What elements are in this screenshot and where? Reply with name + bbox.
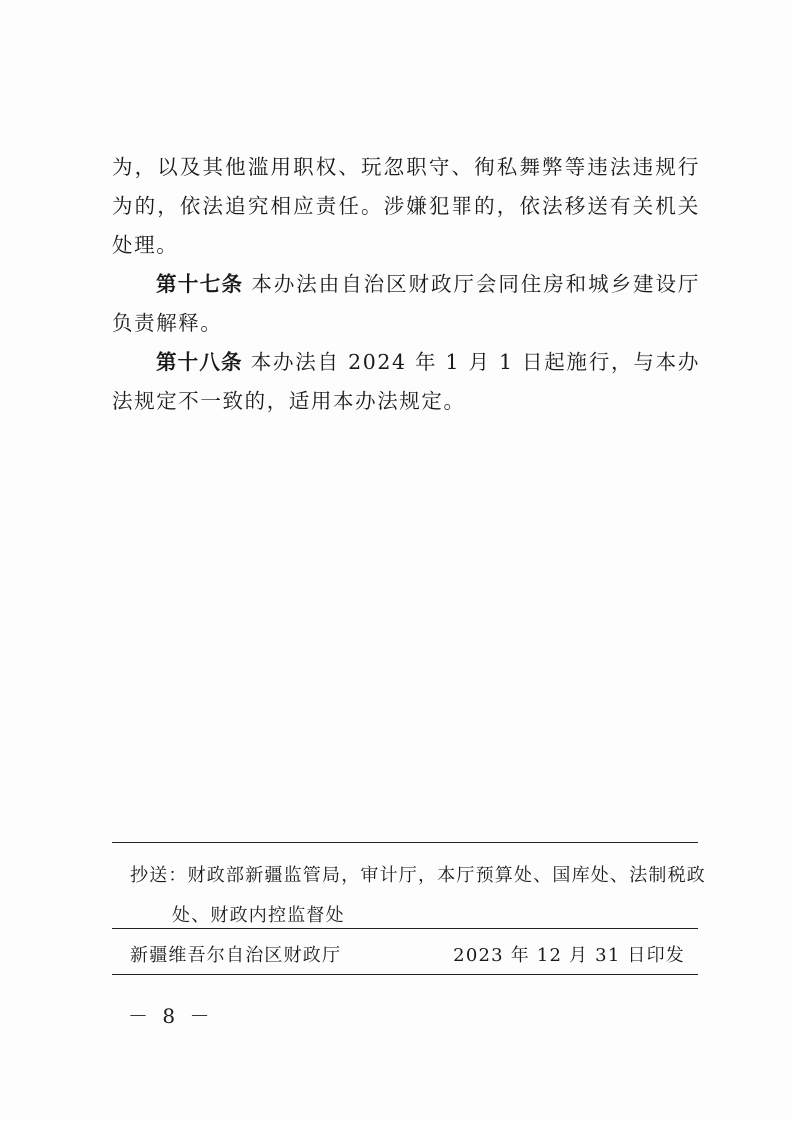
article-18: [112, 343, 700, 421]
paragraph-continuation: [112, 148, 700, 265]
document-body: [112, 148, 700, 421]
footer-rule-bottom: [112, 974, 698, 975]
footer-rule-middle: [112, 928, 698, 929]
page-number: － 8 －: [128, 1004, 214, 1028]
cc-line-1: 抄送：财政部新疆监管局，审计厅，本厅预算处、国库处、法制税政: [130, 865, 706, 886]
article-text: 本办法自 2024 年 1 月 1 日起施行，与本办法规定不一致的，适用本办法规定。: [112, 350, 700, 413]
footer-rule-top: [112, 842, 698, 843]
article-number: 第十八条: [156, 350, 243, 374]
issuing-authority: 新疆维吾尔自治区财政厅: [130, 945, 342, 966]
article-17: [112, 265, 700, 343]
cc-list: [130, 856, 706, 936]
article-text: 本办法由自治区财政厅会同住房和城乡建设厅负责解释。: [112, 272, 701, 335]
issue-date: 2023 年 12 月 31 日印发: [453, 945, 685, 966]
cc-line-2: 处、财政内控监督处: [172, 905, 345, 926]
article-number: 第十七条: [156, 272, 244, 296]
paragraph-text: 为，以及其他滥用职权、玩忽职守、徇私舞弊等违法违规行为的，依法追究相应责任。涉嫌犯罪的，依法移送有关机关处理。: [112, 155, 700, 257]
